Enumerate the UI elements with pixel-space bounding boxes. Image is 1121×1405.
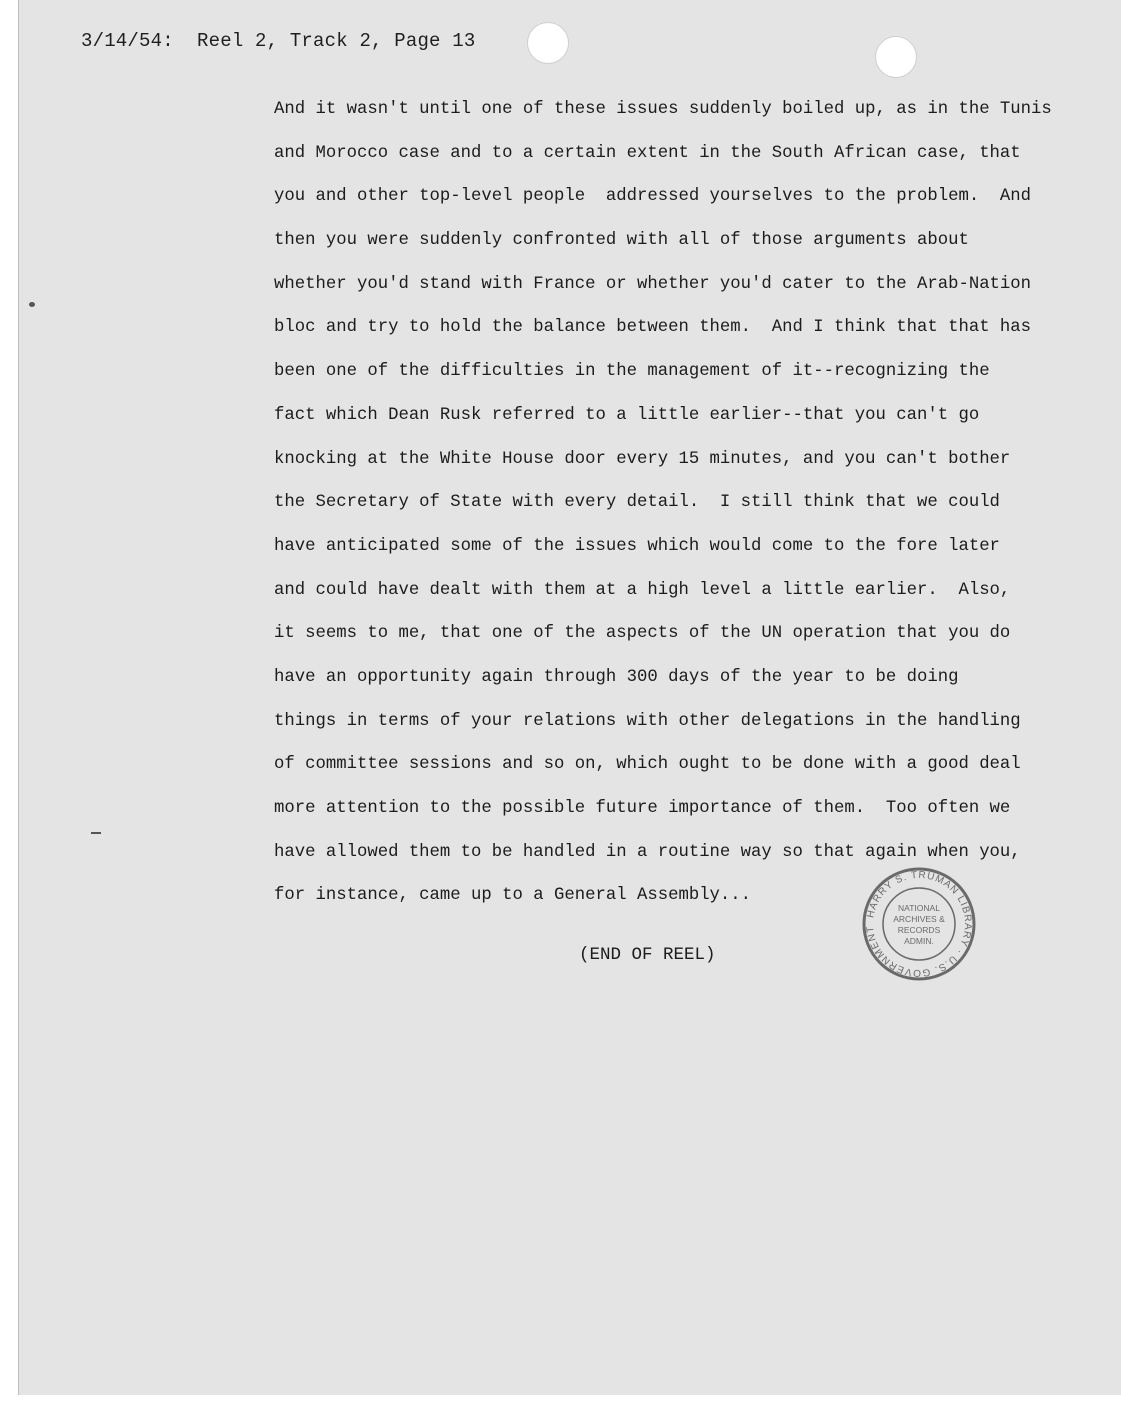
transcript-line: have allowed them to be handled in a routine way so that again when you, [274, 842, 1021, 862]
transcript-line: knocking at the White House door every 15 minutes, and you can't bother [274, 449, 1011, 469]
ink-speck [29, 302, 35, 307]
page-header: 3/14/54: Reel 2, Track 2, Page 13 [81, 30, 476, 52]
stamp-inner-line: ADMIN. [904, 936, 934, 946]
end-of-reel-note: (END OF REEL) [579, 945, 716, 965]
stamp-outer-text: HARRY S. TRUMAN LIBRARY · U.S. GOVERNMENT [864, 869, 974, 979]
transcript-line: And it wasn't until one of these issues suddenly boiled up, as in the Tunis [274, 100, 1052, 119]
stamp-inner-line: ARCHIVES & [893, 914, 945, 924]
stamp-inner-line: NATIONAL [898, 903, 940, 913]
transcript-line: things in terms of your relations with other delegations in the handling [274, 711, 1021, 731]
transcript-line: been one of the difficulties in the management of it--recognizing the [274, 362, 990, 382]
transcript-line: bloc and try to hold the balance between them. And I think that that has [274, 318, 1032, 338]
transcript-line: of committee sessions and so on, which ought to be done with a good deal [274, 755, 1021, 775]
transcript-line: the Secretary of State with every detail. I still think that we could [274, 493, 1000, 513]
punch-hole-right [875, 36, 917, 78]
transcript-line: whether you'd stand with France or whether you'd cater to the Arab-Nation [274, 274, 1032, 294]
document-page [18, 0, 1121, 1395]
transcript-line: you and other top-level people addressed yourselves to the problem. And [274, 187, 1032, 207]
truman-library-stamp [855, 866, 983, 982]
transcript-body [274, 88, 1094, 918]
transcript-line: and Morocco case and to a certain extent in the South African case, that [274, 143, 1021, 163]
margin-tick-mark [91, 832, 101, 834]
transcript-line: more attention to the possible future importance of them. Too often we [274, 799, 1011, 818]
transcript-line: and could have dealt with them at a high level a little earlier. Also, [274, 580, 1011, 600]
transcript-line: for instance, came up to a General Assembly... [274, 886, 752, 906]
transcript-line: have an opportunity again through 300 days of the year to be doing [274, 667, 959, 687]
transcript-line: it seems to me, that one of the aspects of the UN operation that you do [274, 624, 1011, 644]
stamp-inner-line: RECORDS [897, 925, 941, 935]
punch-hole-left [527, 22, 569, 64]
transcript-line: have anticipated some of the issues which would come to the fore later [274, 536, 1000, 556]
transcript-line: then you were suddenly confronted with all of those arguments about [274, 231, 969, 251]
transcript-line: fact which Dean Rusk referred to a little earlier--that you can't go [274, 405, 980, 425]
